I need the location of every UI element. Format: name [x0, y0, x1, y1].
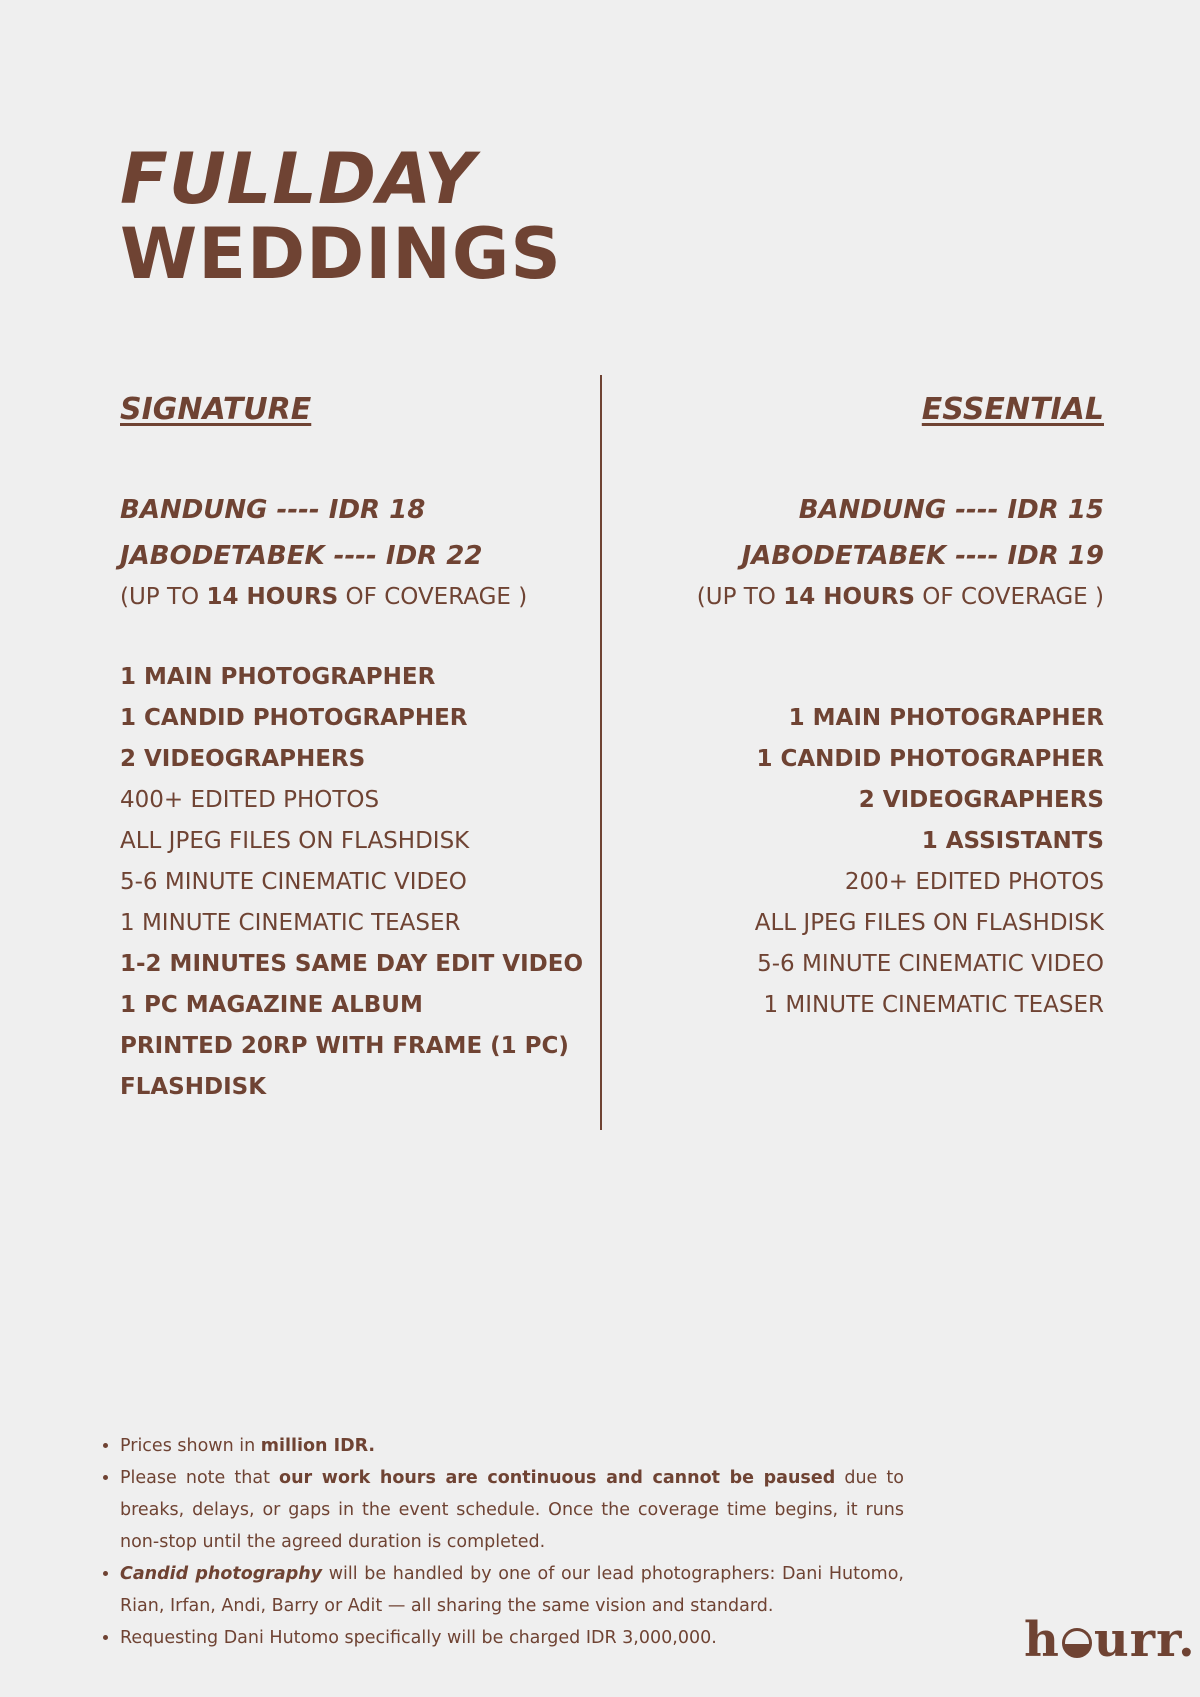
coverage-post: OF COVERAGE ) — [915, 584, 1104, 610]
coverage-note — [120, 579, 590, 615]
logo-text-start: h — [1024, 1612, 1060, 1668]
notes-list — [94, 1430, 904, 1654]
price-city: JABODETABEK — [741, 541, 947, 571]
feature-item: 1 MAIN PHOTOGRAPHER — [788, 705, 1104, 731]
note-item — [120, 1462, 904, 1558]
note-item — [120, 1622, 904, 1654]
feature-list — [120, 657, 590, 1108]
note-text: Please note that — [120, 1468, 280, 1488]
price-list — [634, 487, 1104, 579]
price-city: BANDUNG — [798, 495, 947, 525]
price-separator: ---- — [267, 495, 329, 525]
feature-item: 1 CANDID PHOTOGRAPHER — [756, 746, 1104, 772]
feature-item: 400+ EDITED PHOTOS — [120, 787, 380, 813]
page-title — [120, 138, 562, 295]
note-item — [120, 1430, 904, 1462]
price-city: BANDUNG — [120, 495, 268, 525]
feature-item: 1-2 MINUTES SAME DAY EDIT VIDEO — [120, 951, 583, 977]
feature-item: 200+ EDITED PHOTOS — [844, 869, 1104, 895]
coverage-hours: 14 HOURS — [206, 584, 339, 610]
coverage-pre: (UP TO — [120, 584, 207, 610]
note-text: will be handled by one of our lead photographers: Dani Hutomo, Rian, Irfan, Andi, Barry or Adit — all sharing the same vision and standard. — [120, 1564, 904, 1616]
feature-item: 2 VIDEOGRAPHERS — [120, 746, 366, 772]
note-text: Candid photography — [120, 1564, 323, 1584]
feature-item: 1 ASSISTANTS — [921, 828, 1104, 854]
note-text: Requesting Dani Hutomo specifically will be charged IDR 3,000,000. — [120, 1628, 717, 1648]
price-value: IDR 15 — [1007, 495, 1104, 525]
price-row — [120, 487, 590, 533]
sunset-icon — [1062, 1628, 1092, 1658]
feature-item: 1 CANDID PHOTOGRAPHER — [120, 705, 468, 731]
coverage-pre: (UP TO — [696, 584, 784, 610]
note-text: due to breaks, delays, or gaps in the event schedule. Once the coverage time begins, it runs non-stop until the agreed duration is completed. — [120, 1468, 904, 1552]
coverage-note — [634, 579, 1104, 615]
title-line-1: FULLDAY — [120, 138, 476, 220]
feature-item: 1 MINUTE CINEMATIC TEASER — [763, 992, 1104, 1018]
note-text: Prices shown in — [120, 1436, 261, 1456]
price-separator: ---- — [946, 541, 1008, 571]
package-signature — [120, 385, 590, 1108]
feature-item: 1 PC MAGAZINE ALBUM — [120, 992, 423, 1018]
price-value: IDR 22 — [385, 541, 483, 571]
feature-item: PRINTED 20RP WITH FRAME (1 PC) — [120, 1033, 569, 1059]
price-list — [120, 487, 590, 579]
price-value: IDR 19 — [1007, 541, 1104, 571]
note-text: our work hours are continuous and cannot be paused — [279, 1468, 836, 1488]
feature-item: FLASHDISK — [120, 1074, 267, 1100]
logo-text-end: urr. — [1093, 1612, 1196, 1668]
price-value: IDR 18 — [328, 495, 426, 525]
coverage-post: OF COVERAGE ) — [338, 584, 528, 610]
feature-item: 2 VIDEOGRAPHERS — [858, 787, 1104, 813]
price-row — [634, 533, 1104, 579]
feature-item: ALL JPEG FILES ON FLASHDISK — [120, 828, 470, 854]
price-city: JABODETABEK — [120, 541, 325, 571]
feature-item: 5-6 MINUTE CINEMATIC VIDEO — [757, 951, 1104, 977]
feature-item: ALL JPEG FILES ON FLASHDISK — [754, 910, 1104, 936]
feature-item: 1 MAIN PHOTOGRAPHER — [120, 664, 436, 690]
feature-list — [634, 698, 1104, 1026]
package-name: SIGNATURE — [120, 392, 312, 427]
price-separator: ---- — [324, 541, 386, 571]
title-line-2: WEDDINGS — [120, 213, 562, 295]
note-text: million IDR. — [260, 1436, 376, 1456]
feature-item: 1 MINUTE CINEMATIC TEASER — [120, 910, 461, 936]
package-name: ESSENTIAL — [921, 392, 1104, 427]
package-essential — [634, 385, 1104, 1026]
column-divider — [600, 375, 602, 1130]
price-row — [120, 533, 590, 579]
feature-item: 5-6 MINUTE CINEMATIC VIDEO — [120, 869, 467, 895]
brand-logo — [1024, 1612, 1196, 1668]
price-row — [634, 487, 1104, 533]
note-item — [120, 1558, 904, 1622]
price-separator: ---- — [946, 495, 1008, 525]
coverage-hours: 14 HOURS — [783, 584, 915, 610]
